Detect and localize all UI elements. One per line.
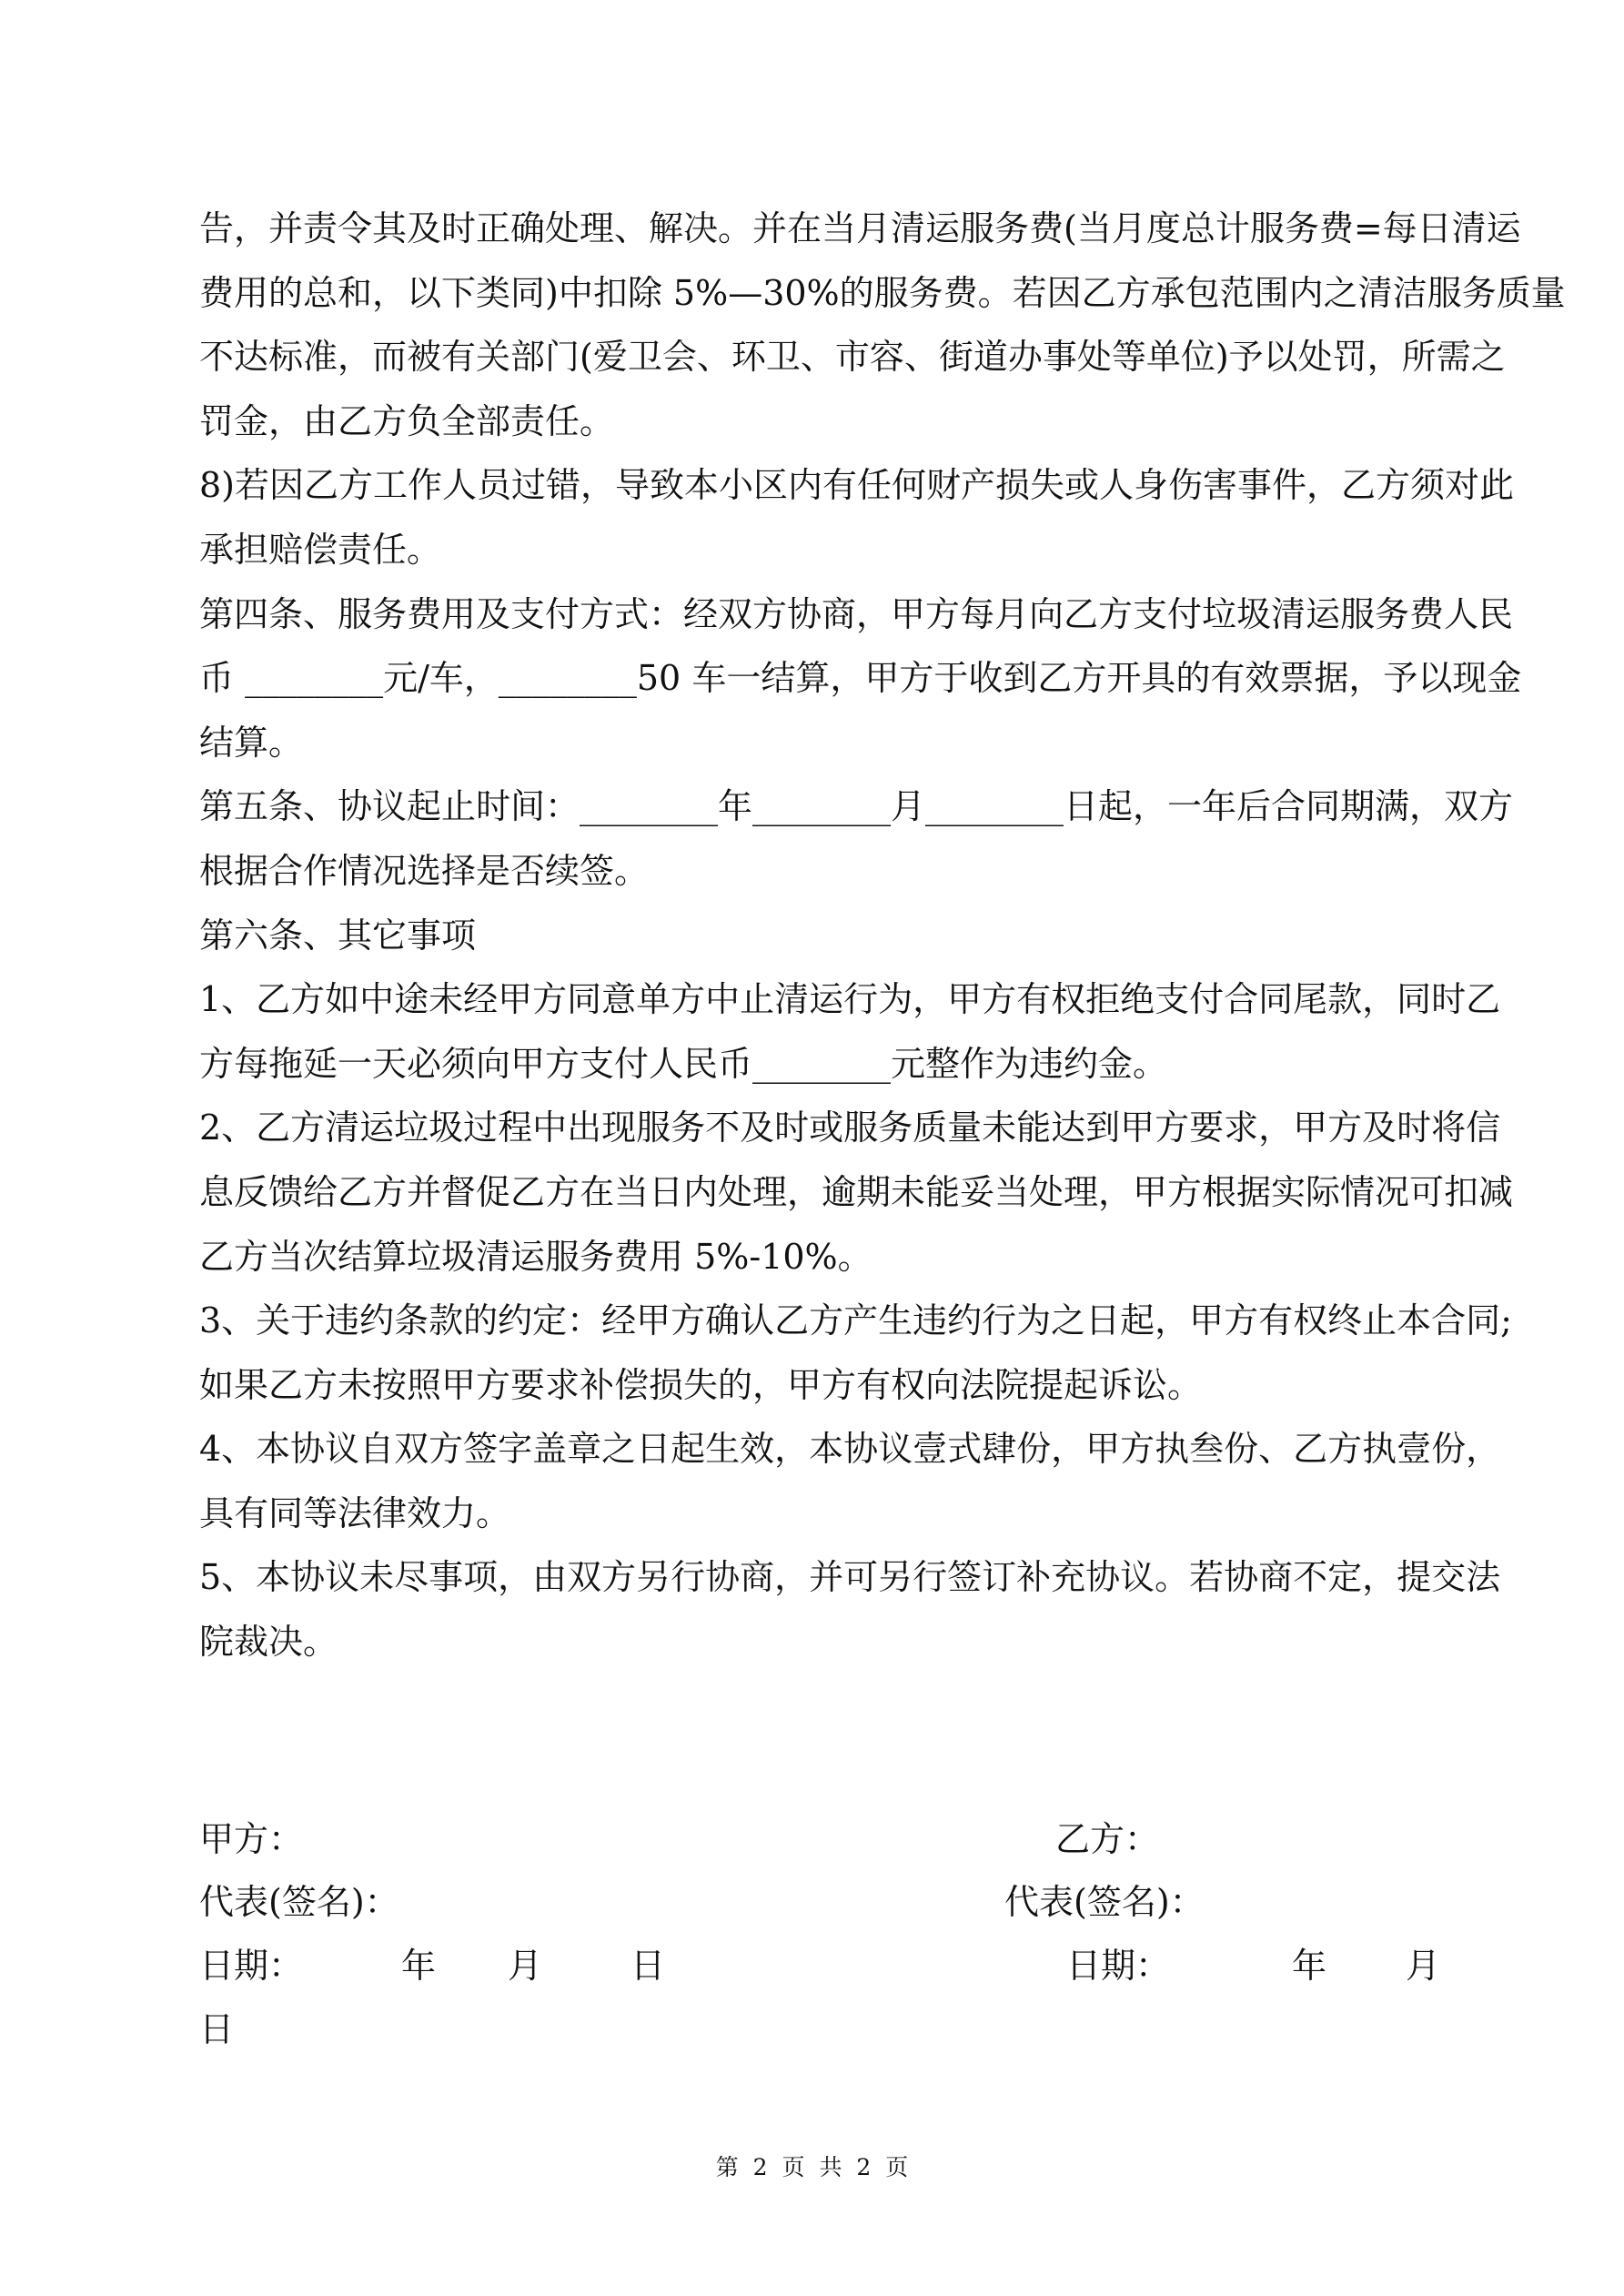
party-b-month-label: 月: [1406, 1946, 1441, 1986]
body-text-line: 不达标准，而被有关部门(爱卫会、环卫、市容、街道办事处等单位)予以处罚，所需之: [199, 337, 1506, 378]
party-a-date-label: 日期：: [199, 1946, 304, 1986]
body-text-line: 乙方当次结算垃圾清运服务费用 5%-10%。: [199, 1236, 873, 1277]
body-text-line: 1、乙方如中途未经甲方同意单方中止清运行为，甲方有权拒绝支付合同尾款，同时乙: [199, 979, 1501, 1020]
body-text-line: 费用的总和，以下类同)中扣除 5%—30%的服务费。若因乙方承包范围内之清洁服务质量: [199, 272, 1566, 313]
party-b-date-label: 日期：: [1066, 1946, 1171, 1986]
party-a-representative-label: 代表(签名)：: [199, 1882, 399, 1922]
body-text-line: 承担赔偿责任。: [199, 529, 442, 570]
body-text-line: 罚金，由乙方负全部责任。: [199, 400, 615, 441]
contract-body: [199, 197, 1566, 1674]
body-text-line: 根据合作情况选择是否续签。: [199, 850, 650, 891]
body-text-line: 院裁决。: [199, 1622, 338, 1663]
body-text-line: 3、关于违约条款的约定：经甲方确认乙方产生违约行为之日起，甲方有权终止本合同;: [199, 1300, 1512, 1341]
body-text-line: 具有同等法律效力。: [199, 1492, 511, 1533]
party-b-representative-label: 代表(签名)：: [1004, 1882, 1205, 1922]
body-text-line: 2、乙方清运垃圾过程中出现服务不及时或服务质量未能达到甲方要求，甲方及时将信: [199, 1108, 1501, 1148]
body-text-line: 币 ________元/车，________50 车一结算，甲方于收到乙方开具的有效票据，予以现金: [199, 658, 1522, 699]
party-b-year-label: 年: [1292, 1946, 1327, 1986]
body-text-line: 方每拖延一天必须向甲方支付人民币________元整作为违约金。: [199, 1043, 1168, 1084]
body-text-line: 第五条、协议起止时间：________年________月________日起，一年后合同期满，双方: [199, 786, 1514, 827]
body-text-line: 第四条、服务费用及支付方式：经双方协商，甲方每月向乙方支付垃圾清运服务费人民: [199, 593, 1514, 634]
body-text-line: 5、本协议未尽事项，由双方另行协商，并可另行签订补充协议。若协商不定，提交法: [199, 1557, 1501, 1598]
body-text-line: 息反馈给乙方并督促乙方在当日内处理，逾期未能妥当处理，甲方根据实际情况可扣减: [199, 1171, 1514, 1212]
party-b-label: 乙方：: [1055, 1819, 1160, 1859]
party-a-month-label: 月: [508, 1946, 543, 1986]
body-text-line: 8)若因乙方工作人员过错，导致本小区内有任何财产损失或人身伤害事件，乙方须对此: [199, 465, 1515, 506]
body-text-line: 第六条、其它事项: [199, 915, 477, 956]
body-text-line: 4、本协议自双方签字盖章之日起生效，本协议壹式肆份，甲方执叁份、乙方执壹份，: [199, 1429, 1501, 1470]
party-b-day-label: 日: [199, 2009, 235, 2049]
body-text-line: 如果乙方未按照甲方要求补偿损失的，甲方有权向法院提起诉讼。: [199, 1364, 1203, 1405]
body-text-line: 结算。: [199, 722, 304, 763]
party-a-label: 甲方：: [199, 1819, 304, 1859]
page-number-footer: 第 2 页 共 2 页: [715, 2154, 909, 2180]
body-text-line: 告，并责令其及时正确处理、解决。并在当月清运服务费(当月度总计服务费=每日清运: [199, 208, 1521, 248]
party-a-day-label: 日: [630, 1946, 666, 1986]
party-a-year-label: 年: [401, 1946, 437, 1986]
